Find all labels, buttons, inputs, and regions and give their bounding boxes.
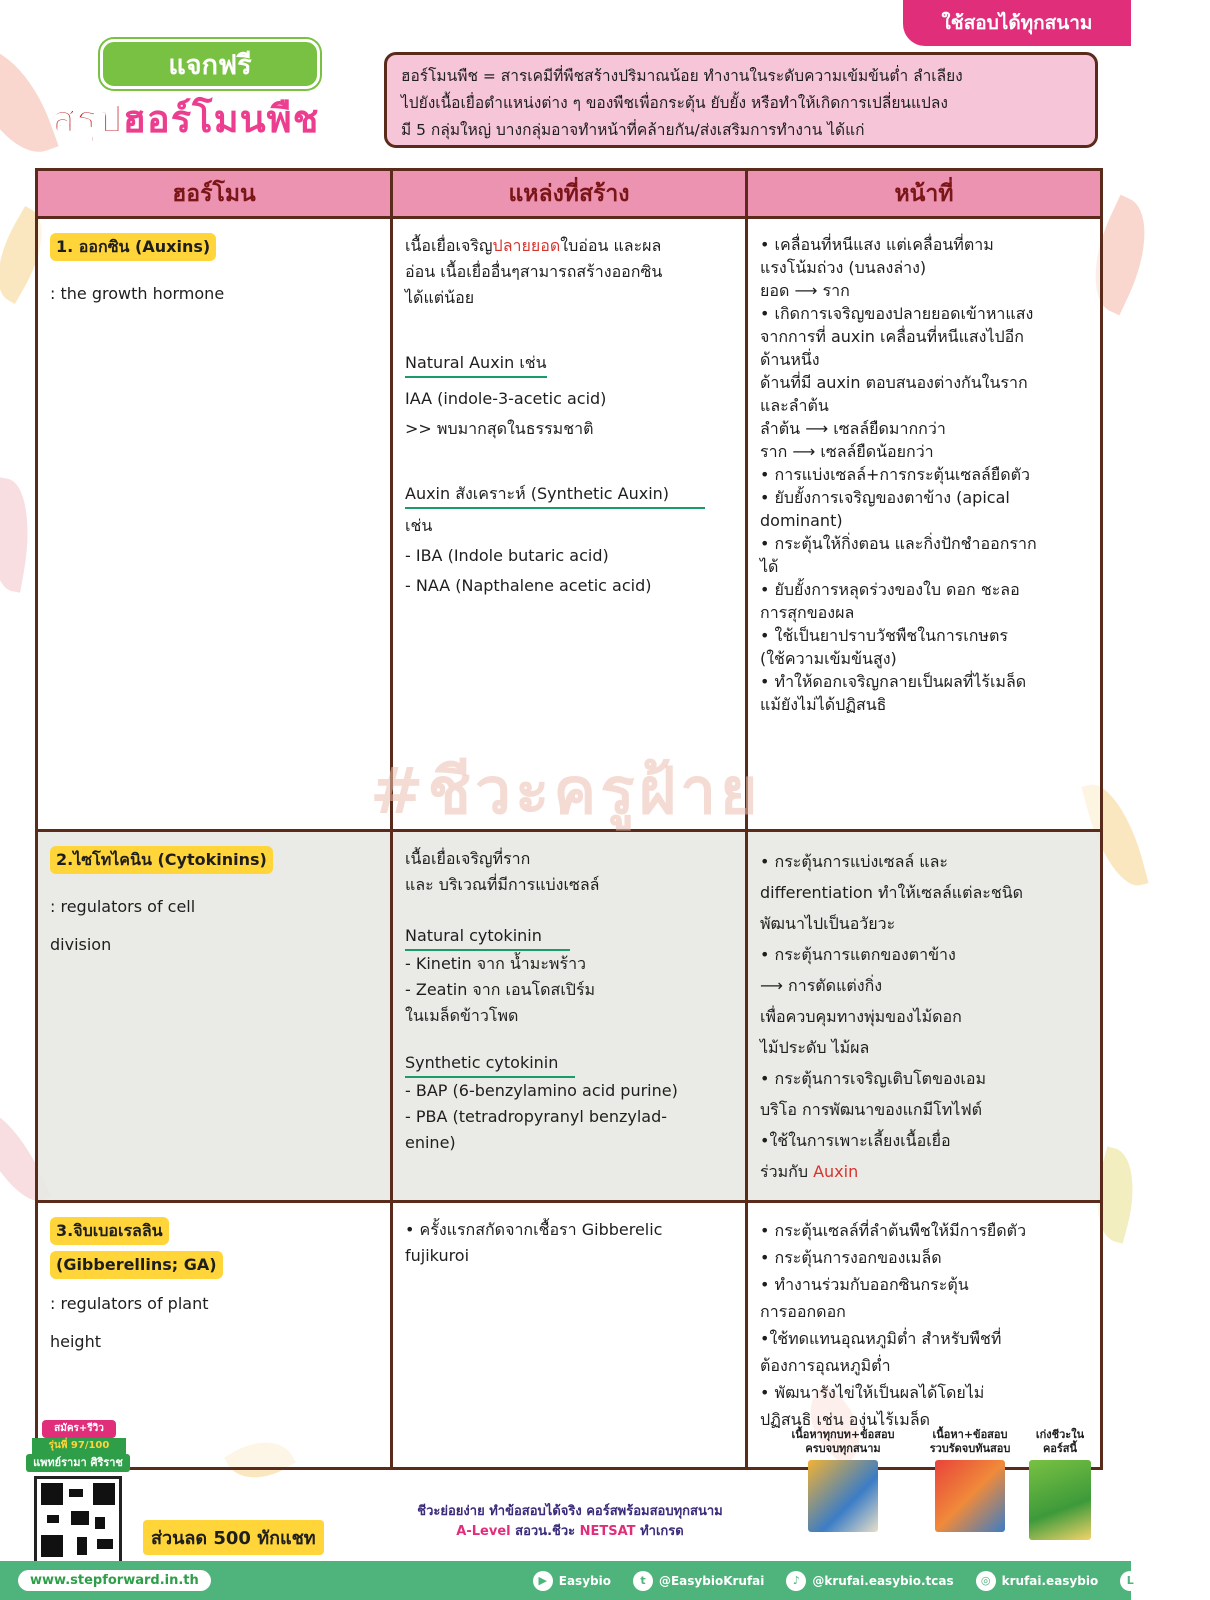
function-line: ร่วมกับ Auxin	[760, 1162, 859, 1181]
header-function: หน้าที่	[747, 170, 1102, 218]
social-label: krufai.easybio	[1001, 1573, 1099, 1588]
social-links	[511, 1571, 1210, 1591]
function-line: • กระตุ้นการแตกของตาข้าง	[760, 945, 956, 964]
title-block	[48, 30, 378, 150]
source-item: - PBA (tetradropyranyl benzylad-	[405, 1107, 668, 1126]
hormone-name: 2.ไซโทไคนิน (Cytokinins)	[50, 846, 273, 874]
source-item: enine)	[405, 1133, 456, 1152]
source-line: เนื้อเยื่อเจริญที่ราก	[405, 849, 531, 868]
youtube-icon: ▶	[533, 1571, 553, 1591]
source-item: - Zeatin จาก เอนโดสเปิร์ม	[405, 980, 596, 999]
table-header-row	[37, 170, 1102, 218]
social-label: Easybio	[558, 1573, 611, 1588]
source-item: - BAP (6-benzylamino acid purine)	[405, 1081, 678, 1100]
line-icon: L	[1120, 1571, 1140, 1591]
book-cover-icon	[935, 1460, 1005, 1532]
social-link[interactable]	[976, 1571, 1099, 1591]
source-line: fujikuroi	[405, 1246, 470, 1265]
hormone-cell	[37, 831, 392, 1202]
hormone-name: 3.จิบเบอเรลลิน	[50, 1217, 169, 1245]
function-line: • เกิดการเจริญของปลายยอดเข้าหาแสง	[760, 304, 1034, 323]
social-link[interactable]	[1120, 1571, 1210, 1591]
social-link[interactable]	[533, 1571, 611, 1591]
function-line: แม้ยังไม่ได้ปฏิสนธิ	[760, 695, 887, 714]
function-line: การออกดอก	[760, 1302, 846, 1321]
function-line: ราก ⟶ เซลล์ยืดน้อยกว่า	[760, 442, 934, 461]
synthetic-heading: Synthetic cytokinin	[405, 1051, 575, 1078]
qr-code-icon[interactable]	[34, 1476, 122, 1564]
function-line: • ยับยั้งการหลุดร่วงของใบ ดอก ชะลอ	[760, 580, 1020, 599]
intro-box	[384, 52, 1098, 148]
intro-line: ฮอร์โมนพืช = สารเคมีที่พืชสร้างปริมาณน้อย ทำงานในระดับความเข้มข้นต่ำ ลำเลียง	[401, 67, 963, 85]
function-line: • ใช้เป็นยาปราบวัชพืชในการเกษตร	[760, 626, 1008, 645]
natural-heading: Natural Auxin เช่น	[405, 351, 547, 378]
instagram-icon: ◎	[976, 1571, 996, 1591]
function-line: และลำต้น	[760, 396, 829, 415]
function-line: (ใช้ความเข้มข้นสูง)	[760, 649, 897, 668]
social-link[interactable]	[633, 1571, 764, 1591]
function-line: ด้านที่มี auxin ตอบสนองต่างกันในราก	[760, 373, 1028, 392]
source-item: - IBA (Indole butaric acid)	[405, 546, 609, 565]
function-line: • กระตุ้นการเจริญเติบโตของเอม	[760, 1069, 987, 1088]
function-line: • การแบ่งเซลล์+การกระตุ้นเซลล์ยืดตัว	[760, 465, 1030, 484]
book-caption: เนื้อหา+ข้อสอบ รวบรัดจบทันสอบ	[929, 1428, 1011, 1455]
function-line: ลำต้น ⟶ เซลล์ยืดมากกว่า	[760, 419, 946, 438]
function-line: • ยับยั้งการเจริญของตาข้าง (apical	[760, 488, 1010, 507]
social-label: @EasybioKrufai	[658, 1573, 765, 1588]
function-line: •ใช้ในการเพาะเลี้ยงเนื้อเยื่อ	[760, 1131, 951, 1150]
slogan: ชีวะย่อยง่าย ทำข้อสอบได้จริง คอร์สพร้อมสอบทุกสนาม A-Level สอวน.ชีวะ NETSAT ทำเกรด	[417, 1504, 723, 1539]
source-item: >> พบมากสุดในธรรมชาติ	[405, 419, 594, 438]
natural-heading: Natural cytokinin	[405, 924, 570, 951]
source-line: และ บริเวณที่มีการแบ่งเซลล์	[405, 875, 600, 894]
table-row	[37, 218, 1102, 831]
hormone-desc: : regulators of plant height	[50, 1294, 209, 1351]
book-cover-icon	[1029, 1460, 1091, 1540]
function-line: • กระตุ้นการแบ่งเซลล์ และ	[760, 852, 949, 871]
function-line: ⟶ การตัดแต่งกิ่ง	[760, 976, 883, 995]
source-item: IAA (indole-3-acetic acid)	[405, 389, 607, 408]
qr-tag: สมัคร+รีวิว	[42, 1420, 116, 1438]
function-line: • กระตุ้นการงอกของเมล็ด	[760, 1248, 942, 1267]
table-row	[37, 831, 1102, 1202]
book-caption: เนื้อหาทุกบท+ข้อสอบ ครบจบทุกสนาม	[791, 1428, 895, 1455]
tiktok-icon: ♪	[786, 1571, 806, 1591]
intro-line: ไปยังเนื้อเยื่อตำแหน่งต่าง ๆ ของพืชเพื่อกระตุ้น ยับยั้ง หรือทำให้เกิดการเปลี่ยนแปลง	[401, 94, 948, 112]
function-line: ปฏิสนธิ เช่น องุ่นไร้เมล็ด	[760, 1410, 931, 1429]
source-line: • ครั้งแรกสกัดจากเชื้อรา Gibberelic	[405, 1220, 663, 1239]
function-line: • ทำงานร่วมกับออกซินกระตุ้น	[760, 1275, 969, 1294]
function-line: • พัฒนารังไข่ให้เป็นผลได้โดยไม่	[760, 1383, 985, 1402]
discount-badge: ส่วนลด 500 ทักแชท	[143, 1520, 324, 1555]
intro-line: มี 5 กลุ่มใหญ่ บางกลุ่มอาจทำหน้าที่คล้ายกัน/ส่งเสริมการทำงาน ได้แก่	[401, 121, 865, 139]
function-line: การสุกของผล	[760, 603, 855, 622]
source-item: ในเมล็ดข้าวโพด	[405, 1006, 519, 1025]
hormone-name-sub: (Gibberellins; GA)	[50, 1251, 223, 1279]
function-line: ต้องการอุณหภูมิต่ำ	[760, 1356, 891, 1375]
qr-card	[26, 1420, 130, 1545]
source-line: อ่อน เนื้อเยื่ออื่นๆสามารถสร้างออกซิน	[405, 262, 663, 281]
function-line: ยอด ⟶ ราก	[760, 281, 850, 300]
website-link[interactable]: www.stepforward.in.th	[18, 1570, 211, 1591]
synthetic-heading: Auxin สังเคราะห์ (Synthetic Auxin)	[405, 482, 705, 509]
top-tag: ใช้สอบได้ทุกสนาม	[903, 0, 1131, 46]
book-cover-icon	[808, 1460, 878, 1532]
header-source: แหล่งที่สร้าง	[392, 170, 747, 218]
source-cell	[392, 218, 747, 831]
qr-tag: รุ่นพี่ 97/100	[32, 1438, 126, 1454]
function-line: • กระตุ้นให้กิ่งตอน และกิ่งปักชำออกราก	[760, 534, 1037, 553]
source-item: เช่น	[405, 516, 433, 535]
social-link[interactable]	[786, 1571, 953, 1591]
function-line: differentiation ทำให้เซลล์แต่ละชนิด	[760, 883, 1024, 902]
source-item: - NAA (Napthalene acetic acid)	[405, 576, 652, 595]
hormone-name: 1. ออกซิน (Auxins)	[50, 233, 216, 261]
function-line: พัฒนาไปเป็นอวัยวะ	[760, 914, 896, 933]
function-line: ไม้ประดับ ไม้ผล	[760, 1038, 870, 1057]
page-title: สรุปฮอร์โมนพืช	[52, 97, 320, 141]
function-line: dominant)	[760, 511, 843, 530]
free-pill: แจกฟรี	[100, 39, 320, 89]
book-promo[interactable]	[1010, 1428, 1110, 1540]
function-line: • ทำให้ดอกเจริญกลายเป็นผลที่ไร้เมล็ด	[760, 672, 1027, 691]
function-cell	[747, 218, 1102, 831]
social-label: @krufai.easybio.tcas	[812, 1573, 954, 1588]
function-cell	[747, 831, 1102, 1202]
function-line: แรงโน้มถ่วง (บนลงล่าง)	[760, 258, 927, 277]
function-line: •ใช้ทดแทนอุณหภูมิต่ำ สำหรับพืชที่	[760, 1329, 1002, 1348]
book-caption: เก่งชีวะใน คอร์สนี้	[1035, 1428, 1085, 1455]
twitter-icon: t	[633, 1571, 653, 1591]
bottom-bar	[0, 1561, 1210, 1600]
function-line: จากการที่ auxin เคลื่อนที่หนีแสงไปอีก	[760, 327, 1024, 346]
book-promo[interactable]	[778, 1428, 908, 1532]
function-line: • เคลื่อนที่หนีแสง แต่เคลื่อนที่ตาม	[760, 235, 994, 254]
function-line: • กระตุ้นเซลล์ที่ลำต้นพืชให้มีการยืดตัว	[760, 1221, 1027, 1240]
function-line: บริโอ การพัฒนาของแกมีโทไฟต์	[760, 1100, 983, 1119]
source-line: ได้แต่น้อย	[405, 288, 475, 307]
qr-tag: แพทย์รามา ศิริราช	[26, 1454, 130, 1472]
function-line: ด้านหนึ่ง	[760, 350, 820, 369]
source-item: - Kinetin จาก น้ำมะพร้าว	[405, 954, 587, 973]
header-hormone: ฮอร์โมน	[37, 170, 392, 218]
hormone-desc: : the growth hormone	[50, 284, 225, 303]
function-line: เพื่อควบคุมทางพุ่มของไม้ดอก	[760, 1007, 962, 1026]
source-line: เนื้อเยื่อเจริญปลายยอดใบอ่อน และผล	[405, 236, 662, 255]
hormone-desc: : regulators of cell division	[50, 897, 196, 954]
source-cell	[392, 831, 747, 1202]
watermark: #ชีวะครูฝ้าย	[370, 755, 762, 829]
function-line: ได้	[760, 557, 779, 576]
social-label: @easybio	[1146, 1573, 1210, 1588]
hormone-cell	[37, 218, 392, 831]
